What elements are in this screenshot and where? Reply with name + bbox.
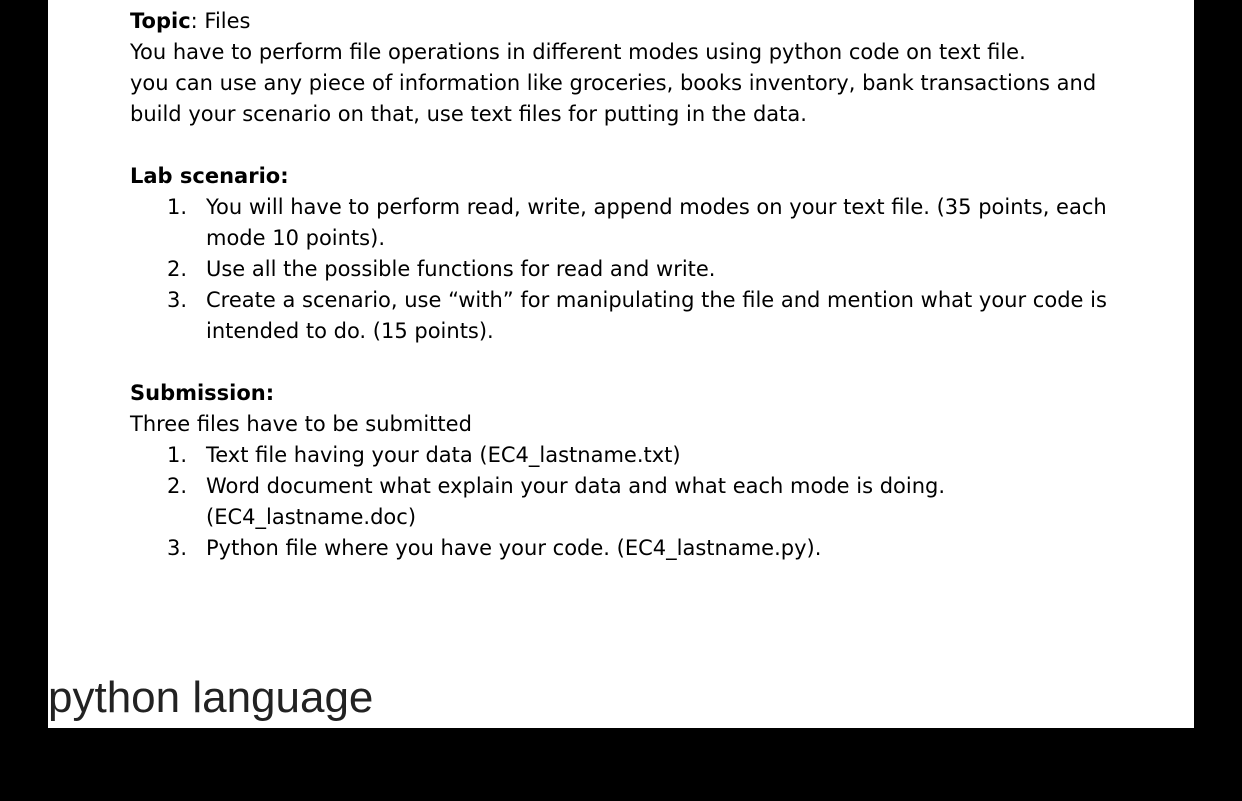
list-item-text: Text file having your data (EC4_lastname.txt) — [206, 443, 681, 467]
list-number: 1. — [167, 443, 188, 467]
spacer — [130, 130, 1180, 161]
list-item-text: intended to do. (15 points). — [206, 319, 494, 343]
submission-item — [130, 471, 1180, 533]
submission-intro: Three files have to be submitted — [130, 412, 472, 436]
list-item-text: Python file where you have your code. (EC4_lastname.py). — [206, 536, 822, 560]
topic-value: : Files — [190, 9, 251, 33]
topic-label: Topic — [130, 9, 191, 33]
list-number: 1. — [167, 195, 188, 219]
submission-item — [130, 533, 1180, 564]
list-item-text: mode 10 points). — [206, 226, 385, 250]
caption-text: python language — [48, 673, 374, 722]
document-page — [48, 0, 1194, 728]
lab-item — [130, 285, 1180, 347]
lab-scenario-heading: Lab scenario: — [130, 164, 289, 188]
submission-heading: Submission: — [130, 381, 275, 405]
assignment-text — [130, 6, 1180, 564]
list-number: 3. — [167, 536, 188, 560]
lab-item — [130, 192, 1180, 254]
list-item-text: Word document what explain your data and what each mode is doing. — [206, 474, 946, 498]
submission-item — [130, 440, 1180, 471]
list-number: 2. — [167, 257, 188, 281]
list-number: 2. — [167, 474, 188, 498]
list-item-text: Use all the possible functions for read and write. — [206, 257, 716, 281]
list-item-text: (EC4_lastname.doc) — [206, 505, 417, 529]
list-item-text: You will have to perform read, write, append modes on your text file. (35 points, each — [206, 195, 1107, 219]
spacer — [130, 347, 1180, 378]
list-item-text: Create a scenario, use “with” for manipulating the file and mention what your code is — [206, 288, 1107, 312]
intro-line: you can use any piece of information like groceries, books inventory, bank transactions and — [130, 71, 1097, 95]
topic-line — [130, 6, 1180, 37]
list-number: 3. — [167, 288, 188, 312]
intro-line: build your scenario on that, use text files for putting in the data. — [130, 102, 807, 126]
intro-line: You have to perform file operations in different modes using python code on text file. — [130, 40, 1026, 64]
lab-item — [130, 254, 1180, 285]
